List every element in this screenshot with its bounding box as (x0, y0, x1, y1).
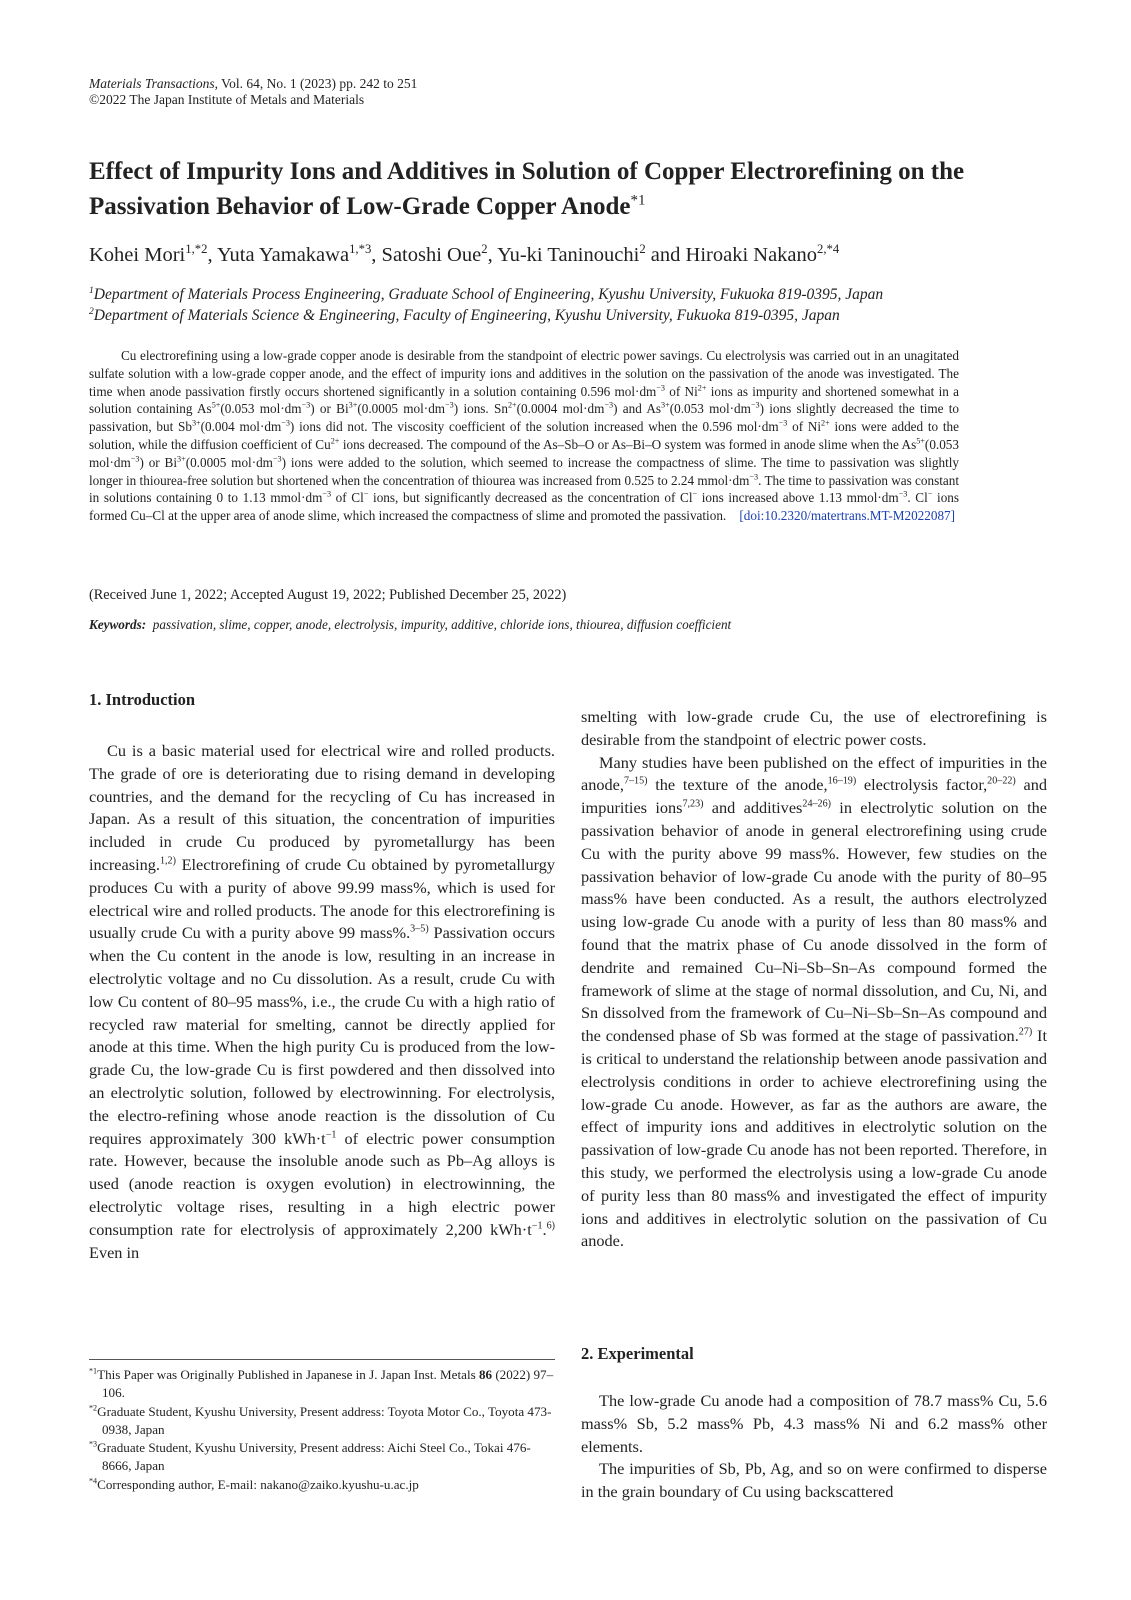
abstract-text: ) ions did not. The viscosity coefficient of the solution increased when the 0.596 mol·dm (289, 419, 779, 435)
abstract-text: ) or Bi (310, 401, 349, 417)
abstract-text: (0.053 mol·dm (89, 436, 959, 470)
affiliation-text: Department of Materials Science & Engineering, Faculty of Engineering, Kyushu University, Fukuoka 819-0395, Japan (93, 307, 840, 324)
citation[interactable]: 6) (546, 1220, 555, 1232)
text: in electrolytic solution on the passivation behavior of anode in general electrorefining using crude Cu with the purity above 99 mass%. However, few studies on the passivation behavior of low-grade Cu anode with the purity of 80–95 mass% have been conducted. As a result, the authors electrolyzed using low-grade Cu anode with a purity of less than 80 mass% and found that the matrix phase of Cu anode dissolved in the form of dendrite and remained Cu–Ni–Sb–Sn–As compound formed the framework of slime at the stage of normal dissolution, and Cu, Ni, and Sn dissolved from the framework of Cu–Ni–Sb–Sn–As compound and the condensed phase of Sb was formed at the stage of passivation. (581, 798, 1048, 1046)
abstract-text: ions formed Cu–Cl at the upper area of anode slime, which increased the compactness of slime and promoted the passivation. (89, 490, 960, 524)
abstract-text: (0.0004 mol·dm (516, 401, 605, 417)
superscript: −3 (898, 489, 908, 499)
author-separator: and (645, 244, 686, 266)
abstract-text: of Ni (787, 419, 822, 435)
abstract-text: (0.053 mol·dm (220, 401, 302, 417)
affiliation-mark: 1 (89, 284, 94, 296)
author-sup: 1,*3 (349, 242, 372, 257)
superscript: −3 (656, 383, 665, 393)
footnote-text: (2022) 97–106. (102, 1367, 554, 1401)
paragraph: The low-grade Cu anode had a composition of 78.7 mass% Cu, 5.6 mass% Sb, 5.2 mass% Pb, 4.3 mass% Ni and 6.2 mass% other elements. (581, 1391, 1047, 1456)
abstract (89, 347, 959, 525)
footnote-text: This Paper was Originally Published in Japanese in J. Japan Inst. Metals (97, 1367, 479, 1382)
abstract-text: (0.004 mol·dm (200, 419, 282, 435)
superscript: 3+ (191, 418, 201, 428)
superscript: −3 (604, 401, 614, 410)
author-name: Hiroaki Nakano (685, 244, 818, 266)
text: the texture of the anode, (647, 775, 828, 795)
footnote-text: Corresponding author, E-mail: nakano@zaiko.kyushu-u.ac.jp (97, 1476, 419, 1492)
copyright-line: ©2022 The Japan Institute of Metals and Materials (89, 92, 365, 107)
abstract-text: ions as impurity and shortened somewhat in a solution containing As (89, 383, 959, 417)
superscript: 2+ (697, 383, 707, 393)
superscript: −3 (281, 418, 290, 428)
citation[interactable]: 24–26) (802, 798, 831, 810)
author-name: Yu-ki Taninouchi (497, 244, 640, 266)
abstract-text: . The time to passivation was constant in solutions containing 0 to 1.13 mmol·dm (89, 472, 959, 506)
citation[interactable]: 3–5) (410, 923, 429, 935)
experimental-column (581, 1390, 1047, 1504)
abstract-text: . Cl (907, 490, 928, 506)
superscript: −3 (301, 401, 311, 410)
abstract-text: ions, but significantly decreased as the concentration of Cl (368, 490, 693, 506)
author-name: Yuta Yamakawa (216, 244, 350, 266)
superscript: −1 (531, 1220, 543, 1232)
footnote-divider (89, 1359, 555, 1360)
text: Electrorefining of crude Cu obtained by pyrometallurgy produces Cu with a purity of above 99.99 mass%, which is used for electrical wire and rolled products. The anode for this electrorefining is usually crude Cu with a purity above 99 mass%. (89, 854, 555, 943)
footnote-mark: *3 (89, 1439, 98, 1449)
superscript: − (692, 489, 698, 499)
journal-citation (89, 76, 417, 108)
footnotes (89, 1366, 555, 1494)
superscript: −3 (750, 401, 760, 410)
footnote-volume: 86 (478, 1367, 493, 1382)
superscript: −3 (749, 472, 759, 482)
abstract-text: ) and As (613, 401, 662, 417)
paragraph: The impurities of Sb, Pb, Ag, and so on were confirmed to disperse in the grain boundary of Cu using backscattered (581, 1459, 1047, 1502)
author-sup: 2 (481, 242, 488, 257)
superscript: 3+ (348, 401, 358, 410)
abstract-text: of Ni (665, 383, 698, 399)
affiliation-text: Department of Materials Process Engineering, Graduate School of Engineering, Kyushu University, Fukuoka 819-0395, Japan (93, 286, 884, 303)
superscript: 2+ (821, 418, 830, 428)
journal-name: Materials Transactions (89, 76, 215, 91)
text: and impurities ions (581, 775, 1048, 818)
citation[interactable]: 7,23) (682, 798, 704, 810)
keywords-label: Keywords: (89, 617, 147, 632)
text: of electric power consumption rate. However, because the insoluble anode such as Pb–Ag alloys is used (anode reaction is oxygen evolution) in electrowinning, the electrolytic voltage rises, resulting in a high electric power consumption rate for electrolysis of approximately 2,200 kWh·t (89, 1128, 555, 1239)
abstract-text: ions decreased. The compound of the As–Sb–O or As–Bi–O system was formed in anode slime when the As (339, 436, 917, 452)
author-separator: , (371, 244, 382, 266)
author-name: Kohei Mori (89, 244, 186, 266)
section-heading-experimental: 2. Experimental (581, 1344, 694, 1363)
superscript: −3 (272, 454, 282, 464)
footnote-text: Graduate Student, Kyushu University, Present address: Toyota Motor Co., Toyota 473-0938, Japan (97, 1403, 552, 1437)
text: . (542, 1219, 547, 1239)
author-sup: 2 (639, 242, 646, 257)
author-sup: 1,*2 (185, 242, 208, 257)
keywords (89, 617, 731, 633)
affiliation-mark: 2 (89, 305, 94, 317)
superscript: 3+ (661, 401, 670, 410)
abstract-text: ions were added to the solution, while the diffusion coefficient of Cu (89, 419, 959, 452)
affiliation-1 (89, 284, 883, 305)
text: Even in (89, 1242, 140, 1262)
superscript: − (363, 489, 369, 499)
superscript: −3 (130, 454, 140, 464)
abstract-text: of Cl (331, 490, 364, 506)
doi-link[interactable]: [doi:10.2320/matertrans.MT-M2022087] (739, 508, 956, 524)
journal-volume: , Vol. 64, No. 1 (2023) pp. 242 to 251 (214, 76, 418, 91)
paper-title-text: Effect of Impurity Ions and Additives in Solution of Copper Electrorefining on the Passivation Behavior of Low-Grade Copper Anode (89, 158, 965, 220)
superscript: 5+ (916, 436, 925, 446)
keywords-text: passivation, slime, copper, anode, electrolysis, impurity, additive, chloride ions, thiourea, diffusion coefficient (152, 617, 732, 632)
abstract-text: ) ions slightly decreased the time to passivation, but Sb (89, 401, 960, 435)
superscript: 3+ (176, 454, 186, 464)
superscript: 5+ (211, 401, 221, 410)
author-sup: 2,*4 (817, 242, 840, 257)
paper-title (89, 154, 1049, 224)
author-name: Satoshi Oue (381, 244, 482, 266)
author-separator: , (487, 244, 498, 266)
abstract-text: (0.053 mol·dm (669, 401, 751, 417)
paragraph (89, 740, 555, 1264)
text: and additives (703, 798, 803, 818)
abstract-text: (0.0005 mol·dm (185, 454, 273, 470)
text: Many studies have been published on the effect of impurities in the anode, (581, 752, 1047, 795)
abstract-text: (0.0005 mol·dm (357, 401, 446, 417)
abstract-text: ) or Bi (139, 454, 177, 470)
affiliation-2 (89, 305, 883, 326)
paragraph (581, 752, 1047, 1254)
abstract-text: Cu electrorefining using a low-grade copper anode is desirable from the standpoint of electric power savings. Cu electrolysis was carried out in an unagitated sulfate solution with a low-grade copper anode, and the effect of impurity ions and additives in the solution on the passivation of the anode was investigated. The time when anode passivation firstly occurs shortened significantly in a solution containing 0.596 mol·dm (89, 348, 959, 399)
footnote-mark: *1 (89, 1366, 98, 1376)
intro-left-column (89, 740, 555, 1264)
citation[interactable]: 1,2) (159, 855, 176, 867)
superscript: −3 (778, 418, 788, 428)
citation[interactable]: 27) (1018, 1026, 1033, 1038)
abstract-text: ions increased above 1.13 mmol·dm (697, 490, 899, 506)
affiliations (89, 284, 883, 326)
citation[interactable]: 20–22) (987, 775, 1016, 787)
title-footnote-mark: *1 (630, 192, 646, 209)
text: electrolysis factor, (856, 775, 988, 795)
text: Passivation occurs when the Cu content in the anode is low, resulting in an increase in electrolytic voltage and no Cu dissolution. As a result, crude Cu with low Cu content of 80–95 mass%, i.e., the crude Cu with a high ratio of recycled raw material for smelting, cannot be directly applied for anode at this time. When the high purity Cu is produced from the low-grade Cu, the low-grade Cu is first powdered and then dissolved into an electrolytic solution, followed by electrowinning. For electrolysis, the electro-refining whose anode reaction is the dissolution of Cu requires approximately 300 kWh·t (89, 923, 555, 1148)
footnote (89, 1476, 555, 1494)
superscript: −3 (445, 401, 454, 410)
citation[interactable]: 7–15) (623, 775, 648, 787)
footnote-mark: *2 (89, 1403, 98, 1413)
paragraph: smelting with low-grade crude Cu, the use of electrorefining is desirable from the standpoint of electric power costs. (581, 707, 1047, 749)
author-list (89, 242, 839, 268)
superscript: −3 (322, 489, 332, 499)
footnote-text: Graduate Student, Kyushu University, Present address: Aichi Steel Co., Tokai 476-8666, Japan (97, 1440, 531, 1474)
section-heading-introduction: 1. Introduction (89, 690, 196, 709)
text: It is critical to understand the relationship between anode passivation and electrolysis conditions in order to achieve electrorefining using the low-grade Cu anode. However, as far as the authors are aware, the effect of impurity ions and additives in electrolytic solution on the passivation of low-grade Cu anode has not been reported. Therefore, in this study, we performed the electrolysis using a low-grade Cu anode of purity less than 80 mass% and investigated the effect of impurity ions and additives in electrolytic solution on the passivation of Cu anode. (581, 1026, 1047, 1251)
received-dates: (Received June 1, 2022; Accepted August 19, 2022; Published December 25, 2022) (89, 587, 567, 603)
footnote (89, 1403, 555, 1440)
footnote-mark: *4 (89, 1476, 98, 1486)
footnote (89, 1439, 555, 1476)
superscript: 2+ (330, 436, 340, 446)
abstract-text: ) ions were added to the solution, which seemed to increase the compactness of slime. The time to passivation was slightly longer in thiourea-free solution but shortened when the concentration of thiourea was increased from 0.525 to 2.24 mmol·dm (89, 454, 959, 488)
superscript: 2+ (507, 401, 517, 410)
citation[interactable]: 16–19) (827, 775, 857, 787)
footnote (89, 1366, 555, 1403)
author-separator: , (207, 244, 217, 266)
superscript: −1 (325, 1129, 337, 1141)
superscript: − (927, 489, 933, 499)
abstract-text: ) ions. Sn (453, 401, 508, 417)
text: Cu is a basic material used for electrical wire and rolled products. The grade of ore is deteriorating due to rising demand in developing countries, and the demand for the recycling of Cu has increased in Japan. As a result of this situation, the concentration of impurities included in crude Cu produced by pyrometallurgy has been increasing. (89, 741, 555, 874)
intro-right-column (581, 706, 1047, 1253)
